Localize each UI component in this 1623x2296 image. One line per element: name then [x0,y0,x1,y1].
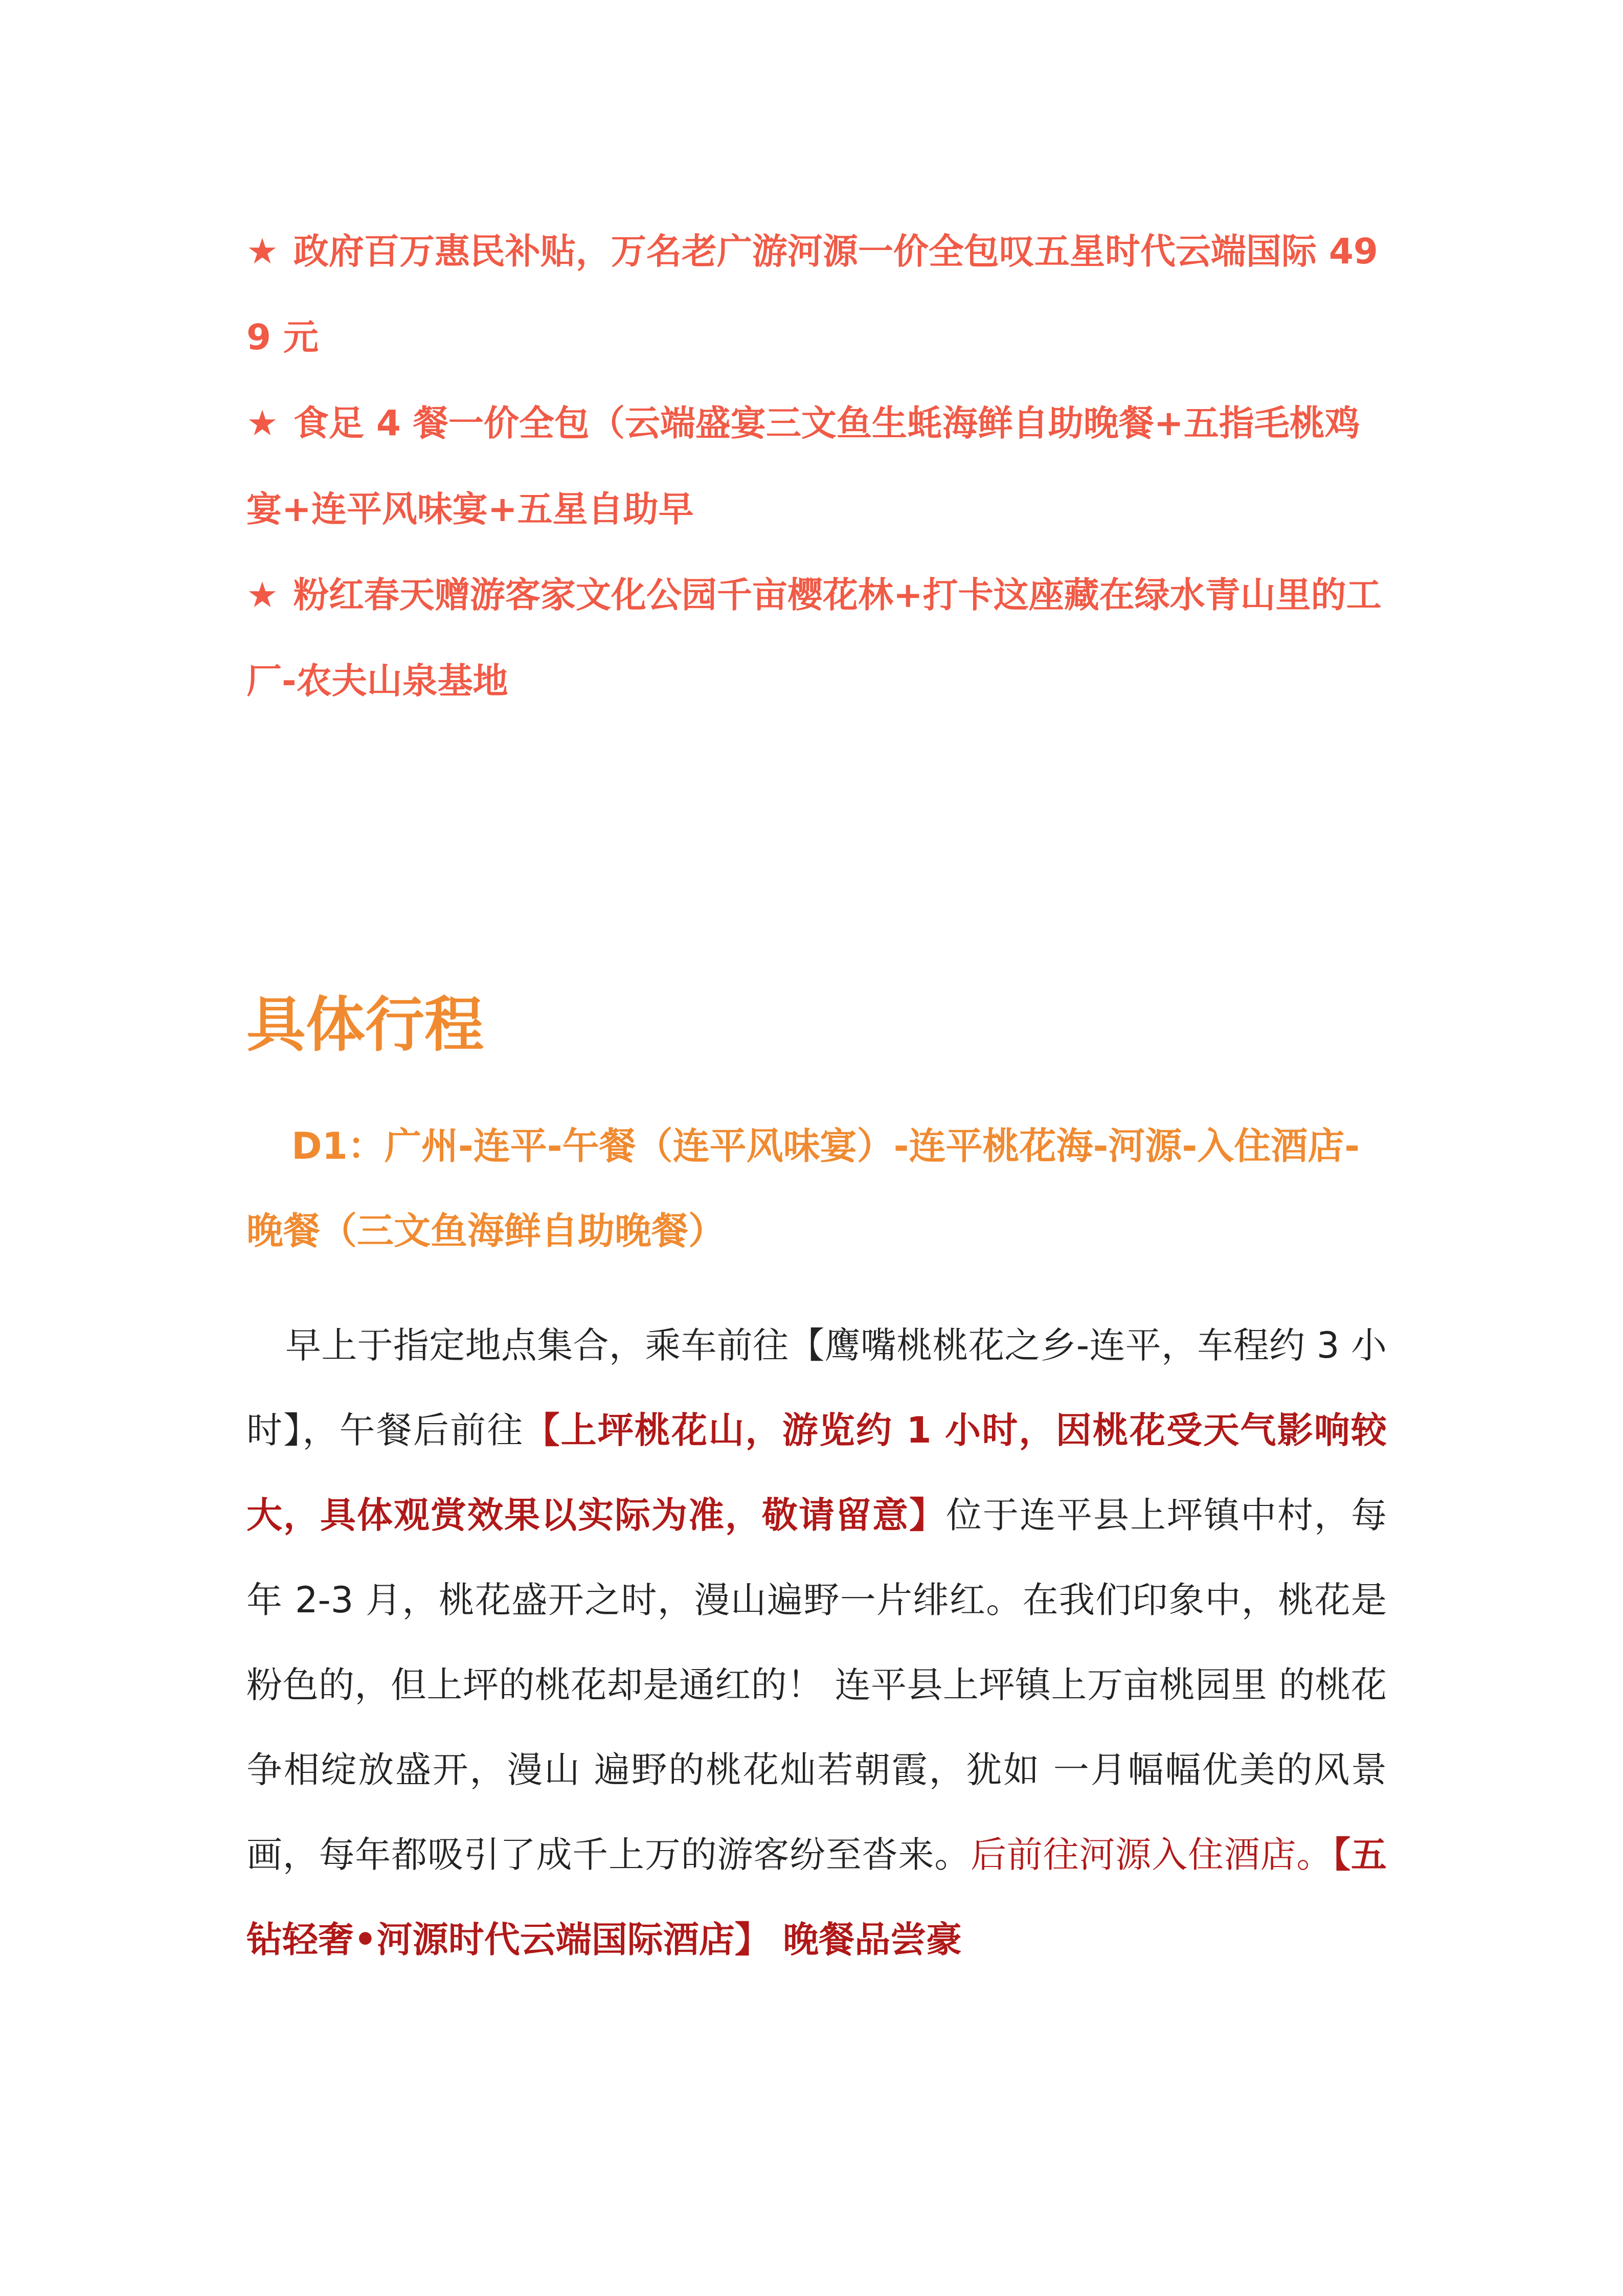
star-icon: ★ [246,231,278,272]
description-text: 位于连平县上坪镇中村，每年 2-3 月，桃花盛开之时，漫山遍野一片绯红。在我们印象中，桃花是粉色的，但上坪的桃花却是通红的！ 连平县上坪镇上万亩桃园里 的桃花争相绽放盛开，漫山 遍野的桃花灿若朝霞，犹如 一月幅幅优美的风景画，每年都吸引了成千上万的游客纷至沓来。 [246,1494,1387,1876]
description-text: 早上于指定地点集合，乘车前往【鹰嘴桃桃花之乡-连平，车程约 3 小时】，午餐后前往 [246,1324,1387,1451]
day-1-description [246,1303,1387,1982]
highlights-list [246,209,1387,724]
attraction-note: 【上坪桃花山，游览约 1 小时，因桃花受天气影响较大，具体观赏效果以实际为准，敬请留意】 [246,1409,1387,1536]
star-icon: ★ [246,575,278,616]
highlight-text: 食足 4 餐一价全包（云端盛宴三文鱼生蚝海鲜自助晚餐+五指毛桃鸡宴+连平风味宴+五星自助早 [246,403,1360,530]
highlight-item [246,552,1387,724]
hotel-transfer-text: 后前往河源入住酒店。 [971,1834,1333,1876]
highlight-item [246,380,1387,552]
highlight-text: 政府百万惠民补贴，万名老广游河源一价全包叹五星时代云端国际 499 元 [246,231,1378,358]
highlight-text: 粉红春天赠游客家文化公园千亩樱花林+打卡这座藏在绿水青山里的工厂-农夫山泉基地 [246,575,1382,702]
hotel-name: 【五钻轻奢•河源时代云端国际酒店】 晚餐品尝豪 [246,1834,1387,1961]
day-1-heading: D1：广州-连平-午餐（连平风味宴）-连平桃花海-河源-入住酒店-晚餐（三文鱼海鲜自助晚餐） [246,1124,1360,1252]
section-title: 具体行程 [246,991,484,1060]
star-icon: ★ [246,403,278,444]
highlight-item [246,209,1387,380]
